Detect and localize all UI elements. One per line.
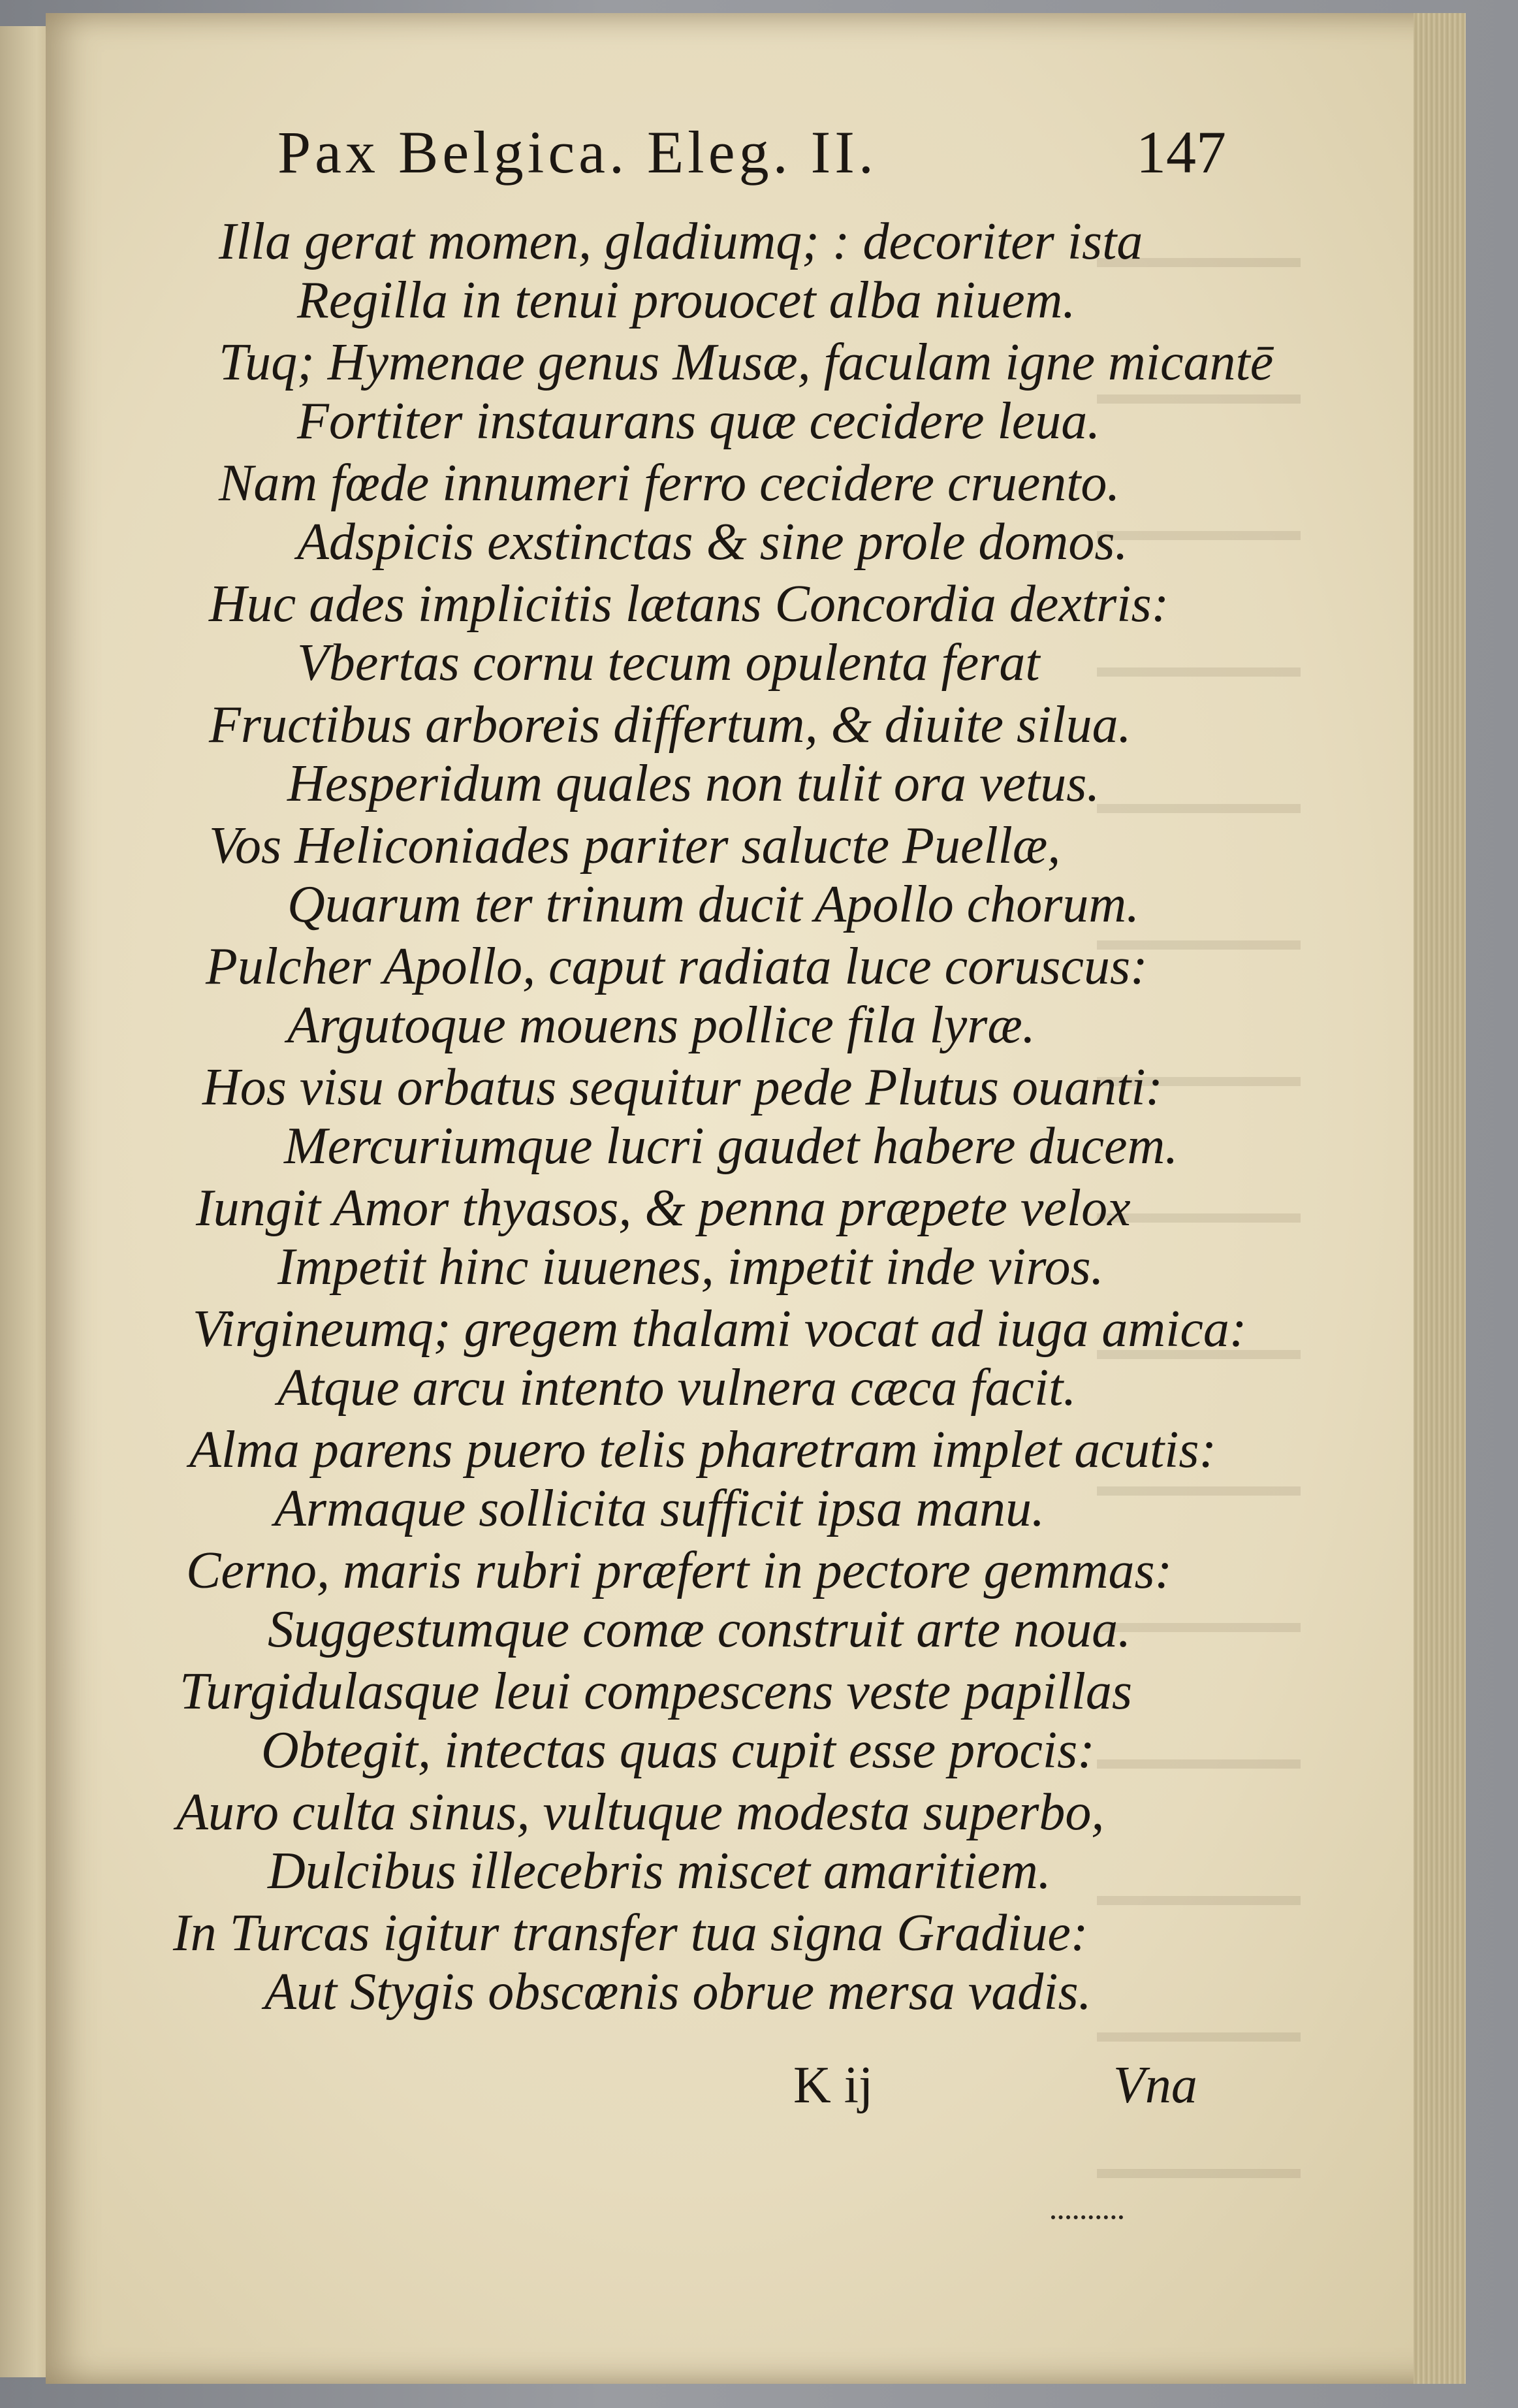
verse-line: Adspicis exstinctas & sine prole domos. bbox=[297, 513, 1128, 571]
ink-mark bbox=[1051, 2215, 1123, 2228]
running-header: Pax Belgica. Eleg. II. bbox=[277, 119, 878, 185]
verse-line: Quarum ter trinum ducit Apollo chorum. bbox=[287, 876, 1140, 933]
verse-line: Mercuriumque lucri gaudet habere ducem. bbox=[284, 1117, 1178, 1175]
page-number: 147 bbox=[1136, 119, 1226, 185]
verse-line: In Turcas igitur transfer tua signa Gradiue: bbox=[173, 1904, 1088, 1962]
verse-line: Auro culta sinus, vultuque modesta superbo, bbox=[176, 1784, 1105, 1841]
verse-line: Regilla in tenui prouocet alba niuem. bbox=[297, 272, 1076, 329]
verse-line: Pulcher Apollo, caput radiata luce coruscus: bbox=[206, 938, 1148, 995]
verse-line: Armaque sollicita sufficit ipsa manu. bbox=[274, 1480, 1045, 1537]
verse-line: Vbertas cornu tecum opulenta ferat bbox=[297, 634, 1040, 692]
verse-line: Alma parens puero telis pharetram implet acutis: bbox=[189, 1421, 1217, 1479]
verse-line: Virgineumq; gregem thalami vocat ad iuga amica: bbox=[193, 1300, 1247, 1358]
verse-line: Nam fœde innumeri ferro cecidere cruento. bbox=[219, 455, 1120, 512]
verse-line: Impetit hinc iuuenes, impetit inde viros. bbox=[277, 1238, 1104, 1296]
signature-mark: K ij bbox=[793, 2057, 874, 2114]
verse-line: Huc ades implicitis lætans Concordia dextris: bbox=[209, 575, 1169, 633]
verse-line: Vos Heliconiades pariter salucte Puellæ, bbox=[209, 817, 1061, 875]
verse-line: Illa gerat momen, gladiumq; : decoriter ista bbox=[219, 213, 1143, 270]
verse-line: Tuq; Hymenae genus Musæ, faculam igne micantē bbox=[219, 334, 1274, 391]
verse-line: Obtegit, intectas quas cupit esse procis: bbox=[261, 1722, 1095, 1779]
verse-line: Cerno, maris rubri præfert in pectore gemmas: bbox=[186, 1542, 1173, 1599]
verse-line: Aut Stygis obscœnis obrue mersa vadis. bbox=[264, 1963, 1092, 2021]
verse-line: Fructibus arboreis differtum, & diuite silua. bbox=[209, 696, 1131, 754]
verse-line: Suggestumque comæ construit arte noua. bbox=[268, 1601, 1131, 1658]
verse-line: Fortiter instaurans quæ cecidere leua. bbox=[297, 393, 1101, 450]
verse-line: Argutoque mouens pollice fila lyræ. bbox=[287, 997, 1036, 1054]
verse-line: Turgidulasque leui compescens veste papillas bbox=[180, 1663, 1133, 1720]
catchword: Vna bbox=[1113, 2057, 1197, 2114]
verse-line: Hesperidum quales non tulit ora vetus. bbox=[287, 755, 1100, 812]
verse-line: Iungit Amor thyasos, & penna præpete velox bbox=[196, 1180, 1131, 1237]
verse-line: Atque arcu intento vulnera cæca facit. bbox=[277, 1359, 1077, 1417]
verse-line: Dulcibus illecebris miscet amaritiem. bbox=[268, 1842, 1051, 1900]
verse-line: Hos visu orbatus sequitur pede Plutus ouanti: bbox=[202, 1059, 1163, 1116]
